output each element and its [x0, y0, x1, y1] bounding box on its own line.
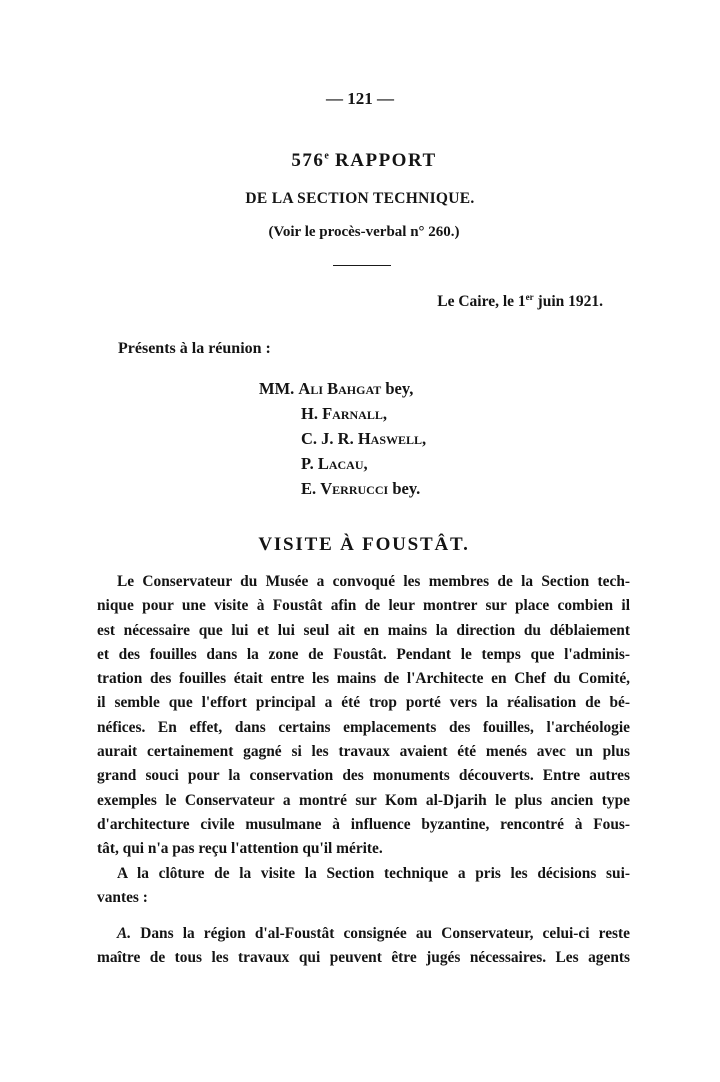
attendee: H. Farnall,: [301, 404, 387, 423]
text-line: nique pour une visite à Foustât afin de leur montrer sur place combien il: [97, 597, 630, 615]
text-line: tât, qui n'a pas reçu l'attention qu'il mérite.: [97, 840, 383, 858]
attendee-name: Farnall: [322, 404, 383, 423]
text-line: tration des fouilles était entre les mains de l'Architecte en Chef du Comité,: [97, 670, 630, 688]
item-letter: A.: [117, 925, 132, 942]
attendee-list: [259, 376, 426, 501]
text-line: est nécessaire que lui et lui seul ait en mains la direction du déblaiement: [97, 621, 630, 639]
page-number: — 121 —: [326, 89, 394, 108]
text-line: A. Dans la région d'al-Foustât consignée au Conservateur, celui-ci reste: [117, 925, 630, 942]
text-line: vantes :: [97, 889, 148, 907]
divider-rule: [333, 265, 391, 266]
report-title: [0, 150, 720, 172]
attendee: P. Lacau,: [301, 454, 368, 473]
text-line: A la clôture de la visite la Section technique a pris les décisions sui-: [117, 865, 630, 882]
report-title-word: RAPPORT: [335, 150, 437, 171]
report-number: 576: [291, 150, 325, 171]
text-line: aurait certainement gagné si les travaux avaient été menés avec un plus: [97, 743, 630, 761]
text-line: exemples le Conservateur a montré sur Kom al-Djarih le plus ancien type: [97, 791, 630, 809]
attendee-name: Verrucci: [320, 479, 389, 498]
report-reference: (Voir le procès-verbal n° 260.): [268, 224, 460, 240]
text-line: d'architecture civile musulmane à influence byzantine, rencontré à Fous-: [97, 815, 630, 833]
body-paragraph: [97, 862, 630, 911]
text-line: néfices. En effet, dans certains emplacements des fouilles, l'archéologie: [97, 718, 630, 736]
text-line: et des fouilles dans la zone de Foustât. Pendant le temps que l'adminis-: [97, 645, 630, 663]
attendee-name: Lacau: [317, 454, 364, 473]
text-line: Le Conservateur du Musée a convoqué les membres de la Section tech-: [117, 573, 630, 590]
attendee: E. Verrucci bey.: [301, 479, 421, 498]
text-line: il semble que l'effort principal a été trop porté vers la réalisation de bé-: [97, 694, 630, 712]
dateline-ordinal: er: [525, 292, 534, 302]
text-line: grand souci pour la conservation des monuments découverts. Entre autres: [97, 767, 630, 785]
report-subtitle: DE LA SECTION TECHNIQUE.: [245, 190, 475, 207]
dateline-rest: juin 1921.: [533, 293, 603, 311]
attendee: C. J. R. Haswell,: [301, 429, 427, 448]
body-paragraph: [97, 570, 630, 862]
attendee-name: Haswell: [357, 429, 423, 448]
report-number-suffix: e: [324, 150, 329, 162]
present-label: Présents à la réunion :: [118, 340, 271, 357]
attendee: MM. Ali Bahgat bey,: [259, 379, 414, 398]
dateline-prefix: Le Caire, le 1: [437, 293, 526, 311]
text-line: maître de tous les travaux qui peuvent être jugés nécessaires. Les agents: [97, 949, 630, 967]
dateline: [437, 292, 603, 311]
body-paragraph: [97, 922, 630, 971]
section-heading: VISITE À FOUSTÂT.: [258, 534, 470, 555]
attendee-name: Ali Bahgat: [298, 379, 382, 398]
